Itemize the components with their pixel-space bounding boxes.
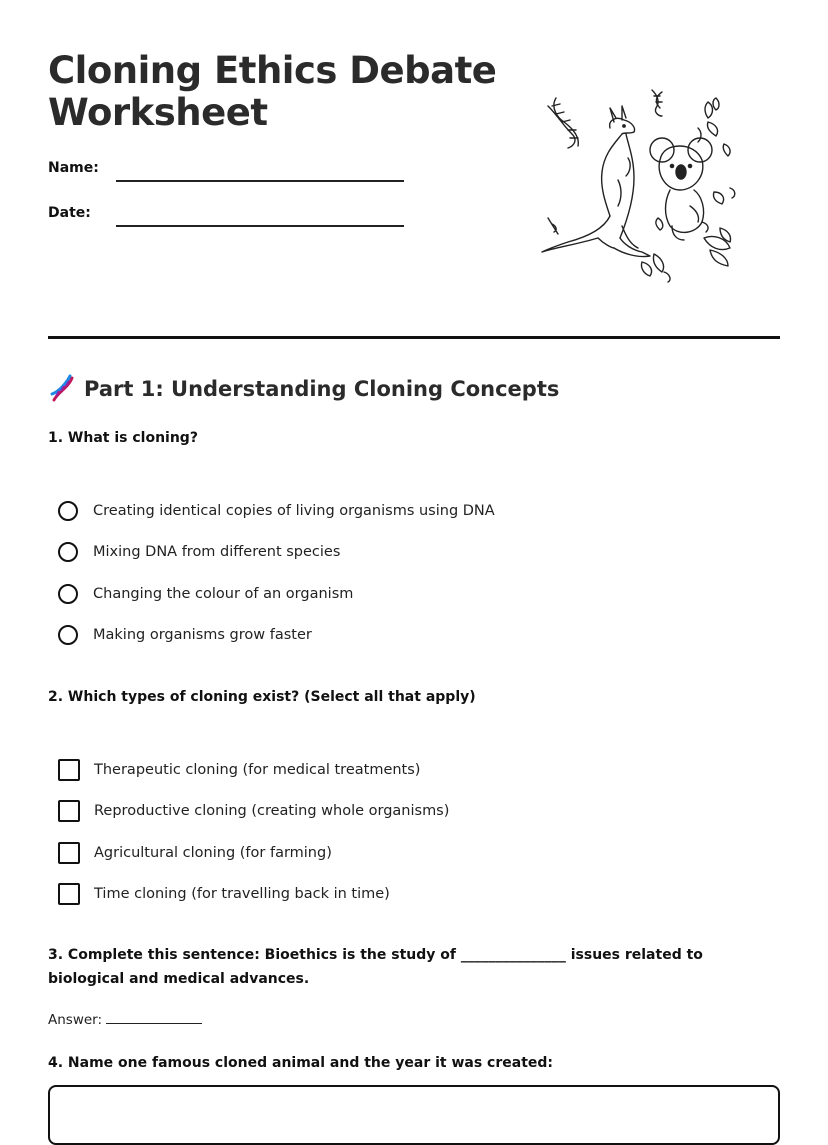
answer-blank[interactable] bbox=[106, 1010, 202, 1024]
option-label: Changing the colour of an organism bbox=[93, 585, 354, 602]
name-label: Name: bbox=[48, 160, 99, 176]
question-3: 3. Complete this sentence: Bioethics is the study of _______________ issues related to biological and medical advances. bbox=[48, 947, 703, 987]
kangaroo-koala-illustration bbox=[538, 88, 748, 288]
koala-illustration bbox=[650, 138, 712, 240]
answer-label: Answer: bbox=[48, 1012, 103, 1028]
question-2: 2. Which types of cloning exist? (Select all that apply) bbox=[48, 689, 476, 705]
q1-option[interactable] bbox=[58, 490, 495, 532]
answer-row bbox=[48, 1010, 202, 1028]
checkbox[interactable] bbox=[58, 883, 80, 905]
q1-option[interactable] bbox=[58, 573, 495, 615]
q2-option[interactable] bbox=[58, 832, 449, 874]
question-2-options bbox=[58, 749, 449, 915]
dna-strand-illustration bbox=[548, 98, 578, 148]
q2-option[interactable] bbox=[58, 749, 449, 791]
checkbox[interactable] bbox=[58, 759, 80, 781]
date-line[interactable] bbox=[116, 225, 404, 227]
answer-textbox[interactable] bbox=[48, 1085, 780, 1145]
leaves-illustration bbox=[548, 98, 735, 282]
option-label: Therapeutic cloning (for medical treatments) bbox=[94, 761, 421, 778]
header-divider bbox=[48, 336, 780, 339]
dna-small-illustration bbox=[652, 90, 662, 116]
option-label: Making organisms grow faster bbox=[93, 627, 312, 644]
dna-icon bbox=[48, 374, 78, 404]
part1-title-text: Part 1: Understanding Cloning Concepts bbox=[84, 377, 560, 401]
radio-button[interactable] bbox=[58, 542, 78, 562]
q1-option[interactable] bbox=[58, 532, 495, 574]
question-1: 1. What is cloning? bbox=[48, 430, 198, 446]
q2-option[interactable] bbox=[58, 874, 449, 916]
option-label: Time cloning (for travelling back in time) bbox=[94, 886, 390, 903]
q1-option[interactable] bbox=[58, 615, 495, 657]
option-label: Mixing DNA from different species bbox=[93, 544, 341, 561]
question-4: 4. Name one famous cloned animal and the year it was created: bbox=[48, 1055, 554, 1071]
radio-button[interactable] bbox=[58, 584, 78, 604]
radio-button[interactable] bbox=[58, 501, 78, 521]
checkbox[interactable] bbox=[58, 800, 80, 822]
worksheet-page bbox=[48, 0, 780, 1118]
radio-button[interactable] bbox=[58, 625, 78, 645]
date-label: Date: bbox=[48, 205, 91, 221]
question-1-options bbox=[58, 490, 495, 656]
q2-option[interactable] bbox=[58, 791, 449, 833]
option-label: Agricultural cloning (for farming) bbox=[94, 844, 332, 861]
checkbox[interactable] bbox=[58, 842, 80, 864]
option-label: Creating identical copies of living organisms using DNA bbox=[93, 502, 495, 519]
part1-title bbox=[48, 374, 559, 404]
name-line[interactable] bbox=[116, 180, 404, 182]
option-label: Reproductive cloning (creating whole organisms) bbox=[94, 803, 450, 820]
worksheet-title: Cloning Ethics Debate Worksheet bbox=[48, 49, 497, 134]
